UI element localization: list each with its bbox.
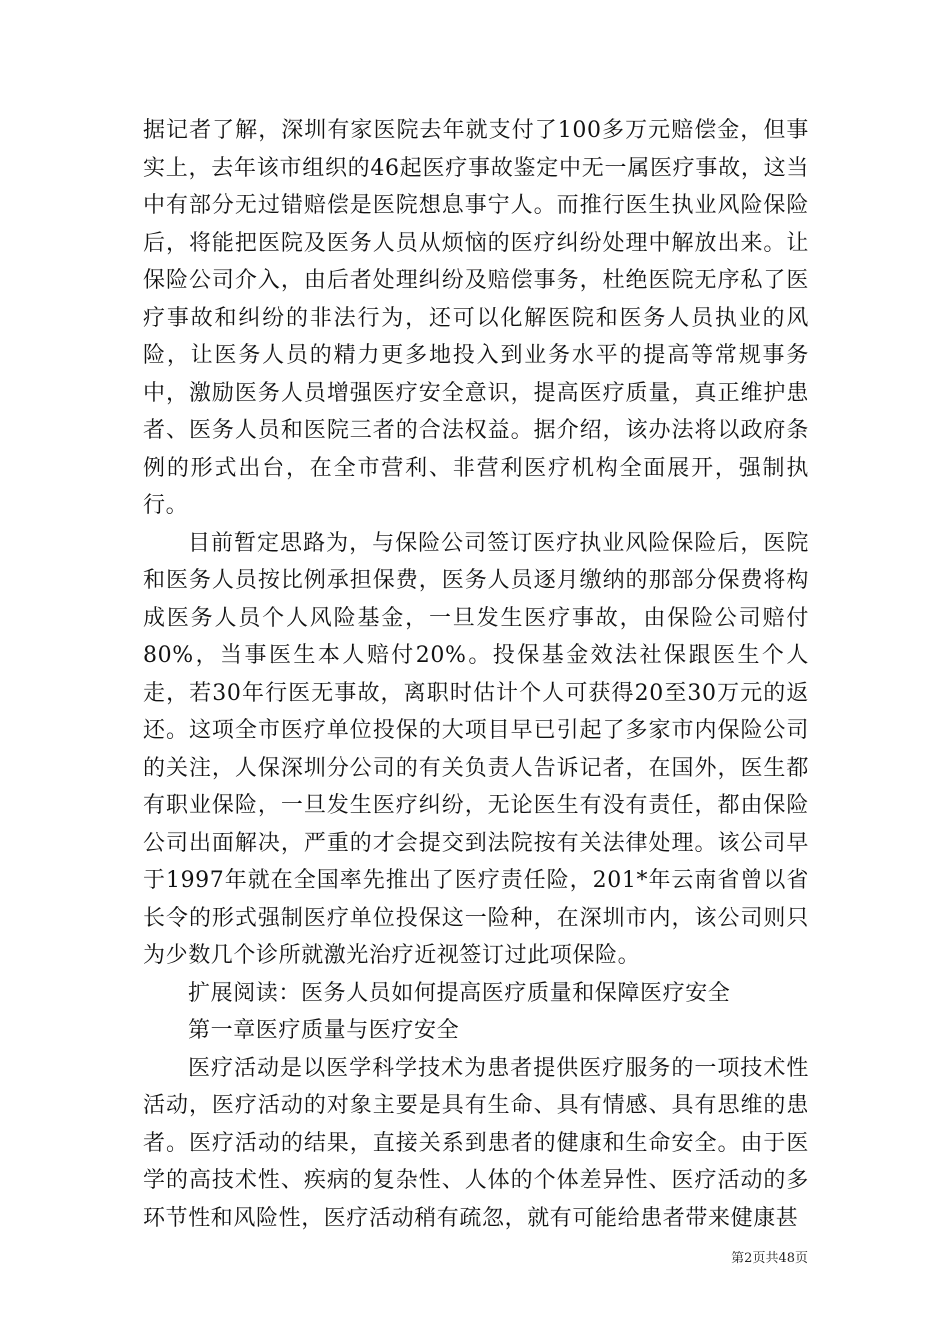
document-body: [143, 112, 809, 1237]
paragraph-extended-reading: 扩展阅读：医务人员如何提高医疗质量和保障医疗安全: [188, 980, 731, 1006]
chapter-heading: 第一章医疗质量与医疗安全: [188, 1018, 460, 1043]
paragraph-2: 目前暂定思路为，与保险公司签订医疗执业风险保险后，医院和医务人员按比例承担保费，医务人员逐月缴纳的那部分保费将构成医务人员个人风险基金，一旦发生医疗事故，由保险公司赔付80%，当事医生本人赔付20%。投保基金效法社保跟医生个人走，若30年行医无事故，离职时估计个人可获得20至30万元的返还。这项全市医疗单位投保的大项目早已引起了多家市内保险公司的关注，人保深圳分公司的有关负责人告诉记者，在国外，医生都有职业保险，一旦发生医疗纠纷，无论医生有没有责任，都由保险公司出面解决，严重的才会提交到法院按有关法律处理。该公司早于1997年就在全国率先推出了医疗责任险，201*年云南省曾以省长令的形式强制医疗单位投保这一险种，在深圳市内，该公司则只为少数几个诊所就激光治疗近视签订过此项保险。: [143, 530, 809, 968]
paragraph-3: 医疗活动是以医学科学技术为患者提供医疗服务的一项技术性活动，医疗活动的对象主要是具有生命、具有情感、具有思维的患者。医疗活动的结果，直接关系到患者的健康和生命安全。由于医学的高技术性、疾病的复杂性、人体的个体差异性、医疗活动的多环节性和风险性，医疗活动稍有疏忽，就有可能给患者带来健康甚: [143, 1055, 809, 1231]
page-number: 第2页共48页: [731, 1251, 808, 1266]
paragraph-1: 据记者了解，深圳有家医院去年就支付了100多万元赔偿金，但事实上，去年该市组织的46起医疗事故鉴定中无一属医疗事故，这当中有部分无过错赔偿是医院想息事宁人。而推行医生执业风险保险后，将能把医院及医务人员从烦恼的医疗纠纷处理中解放出来。让保险公司介入，由后者处理纠纷及赔偿事务，杜绝医院无序私了医疗事故和纠纷的非法行为，还可以化解医院和医务人员执业的风险，让医务人员的精力更多地投入到业务水平的提高等常规事务中，激励医务人员增强医疗安全意识，提高医疗质量，真正维护患者、医务人员和医院三者的合法权益。据介绍，该办法将以政府条例的形式出台，在全市营利、非营利医疗机构全面展开，强制执行。: [143, 118, 809, 518]
